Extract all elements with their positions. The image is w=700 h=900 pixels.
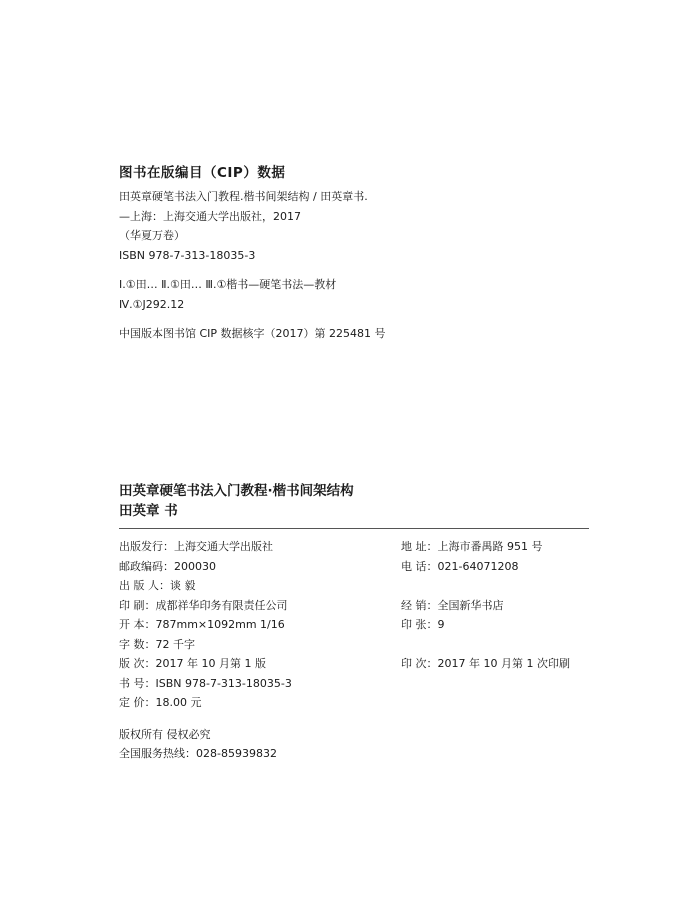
cip-spacer: [119, 265, 599, 275]
printer-field: 印 刷：成都祥华印务有限责任公司: [119, 598, 288, 612]
info-row: [119, 537, 589, 557]
book-number-field: 书 号：ISBN 978-7-313-18035-3: [119, 676, 292, 690]
book-author: 田英章 书: [119, 503, 178, 519]
info-row: [119, 635, 589, 655]
book-info-block: [119, 481, 589, 764]
info-row: [119, 557, 589, 577]
info-row: [119, 615, 589, 635]
address-field: 地 址：上海市番禺路 951 号: [401, 540, 543, 553]
cip-heading: 图书在版编目（CIP）数据: [119, 165, 286, 181]
copyright-notice: 版权所有 侵权必究: [119, 727, 211, 741]
rights-block: [119, 725, 589, 764]
cip-isbn-line: ISBN 978-7-313-18035-3: [119, 248, 256, 262]
cip-verification-line: 中国版本图书馆 CIP 数据核字（2017）第 225481 号: [119, 327, 386, 340]
info-row: [119, 596, 589, 616]
cip-publisher-line: —上海：上海交通大学出版社，2017: [119, 209, 301, 223]
cip-title-line: 田英章硬笔书法入门教程.楷书间架结构 / 田英章书.: [119, 190, 368, 203]
cip-classification-line: Ⅰ.①田… Ⅱ.①田… Ⅲ.①楷书—硬笔书法—教材: [119, 278, 337, 291]
divider: [119, 528, 589, 529]
edition-field: 版 次：2017 年 10 月第 1 版: [119, 657, 266, 670]
publisher-person-field: 出 版 人：谈 毅: [119, 579, 196, 592]
cip-series-line: （华夏万卷）: [119, 229, 185, 242]
sheets-field: 印 张：9: [401, 618, 445, 631]
publisher-field: 出版发行：上海交通大学出版社: [119, 540, 273, 553]
cip-spacer: [119, 314, 599, 324]
cip-block: [119, 161, 599, 344]
book-title: 田英章硬笔书法入门教程·楷书间架结构: [119, 483, 354, 499]
postcode-field: 邮政编码：200030: [119, 559, 216, 573]
distributor-field: 经 销：全国新华书店: [401, 598, 504, 612]
price-field: 定 价：18.00 元: [119, 696, 202, 709]
words-field: 字 数：72 千字: [119, 637, 195, 651]
info-row: [119, 674, 589, 694]
cip-class-number-line: Ⅳ.①J292.12: [119, 297, 185, 311]
service-hotline: 全国服务热线：028-85939832: [119, 747, 277, 760]
format-field: 开 本：787mm×1092mm 1/16: [119, 618, 285, 631]
phone-field: 电 话：021-64071208: [401, 559, 519, 573]
info-row: [119, 693, 589, 713]
info-row: [119, 576, 589, 596]
printing-field: 印 次：2017 年 10 月第 1 次印刷: [401, 657, 570, 670]
info-row: [119, 654, 589, 674]
